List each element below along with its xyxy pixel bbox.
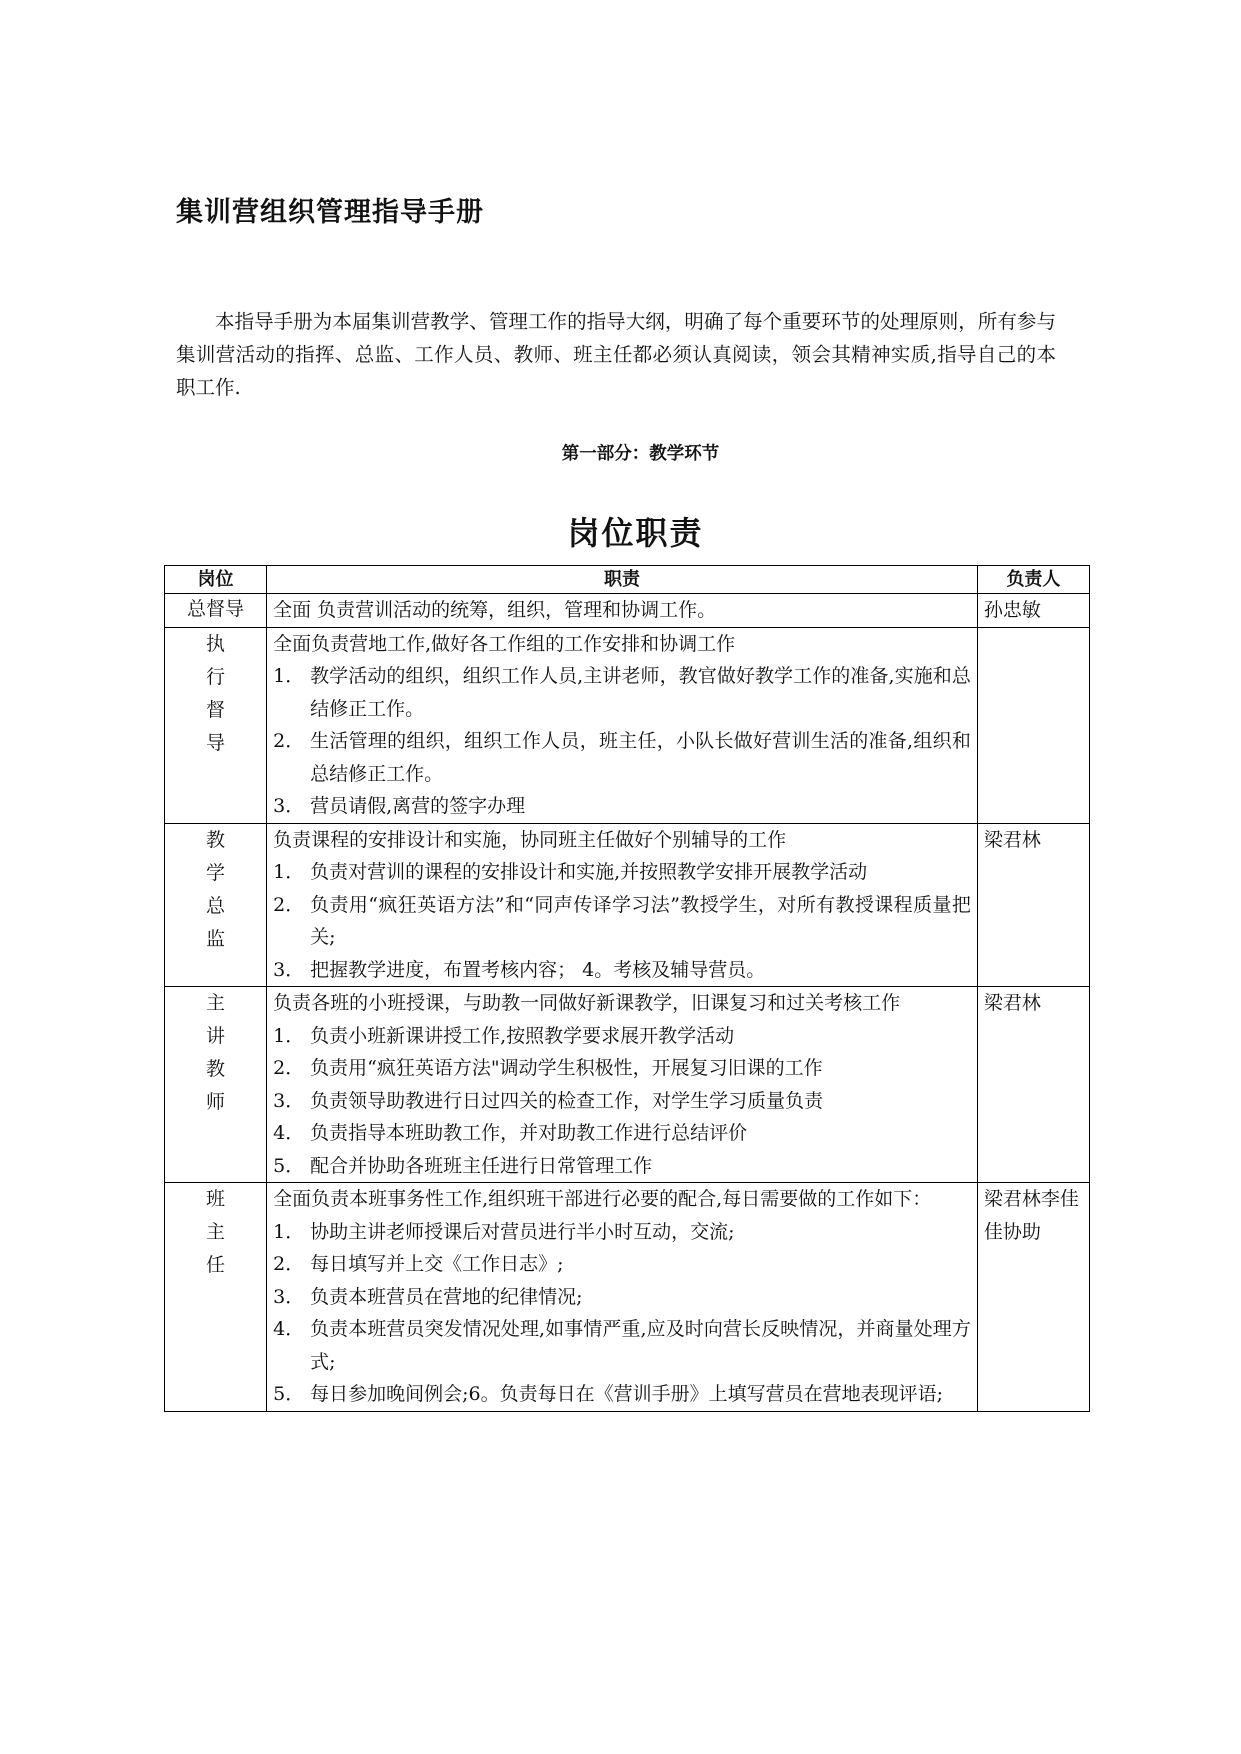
duty-item-text: 把握教学进度，布置考核内容； 4。考核及辅导营员。 [310,958,766,981]
post-name: 教学总监 [206,828,226,950]
table-header-row [165,566,1090,594]
person-name: 孙忠敏 [983,599,1041,621]
header-person: 负责人 [977,566,1089,594]
duty-item-number: 1． [273,1220,305,1243]
person-cell [977,1183,1089,1412]
duty-item [273,1052,971,1085]
duty-item-text: 负责指导本班助教工作，并对助教工作进行总结评价 [310,1122,748,1144]
duty-item-number: 5． [273,1383,305,1405]
duty-summary: 全面负责本班事务性工作,组织班干部进行必要的配合,每日需要做的工作如下： [273,1188,932,1210]
duty-item-text: 协助主讲老师授课后对营员进行半小时互动，交流; [310,1220,735,1243]
duty-item-text: 配合并协助各班班主任进行日常管理工作 [310,1154,653,1177]
duty-item [273,790,971,823]
duty-item [273,1313,971,1378]
intro-paragraph: 本指导手册为本届集训营教学、管理工作的指导大纲，明确了每个重要环节的处理原则，所有参与集训营活动的指挥、总监、工作人员、教师、班主任都必须认真阅读，领会其精神实质,指导自己的本职工作. [176,310,1056,399]
duties-cell [267,1183,978,1412]
person-cell [977,594,1089,628]
duty-item [273,1085,971,1118]
post-name: 班主任 [206,1188,226,1276]
duty-item-number: 2． [273,730,305,752]
duty-item [273,1020,971,1053]
duty-item-number: 2． [273,1057,305,1079]
duty-item-number: 1． [273,861,305,883]
duty-summary: 全面 负责营训活动的统筹，组织，管理和协调工作。 [273,599,717,621]
duty-item-number: 2． [273,1253,305,1275]
duty-item [273,954,971,987]
duty-item-number: 3． [273,795,305,817]
person-name: 梁君林 [983,992,1041,1014]
post-cell [165,627,267,823]
person-name: 梁君林 [983,828,1041,851]
person-cell [977,823,1089,987]
duty-summary: 负责课程的安排设计和实施，协同班主任做好个别辅导的工作 [273,828,787,851]
duty-item-number: 5． [273,1154,305,1177]
table-row [165,987,1090,1183]
table-body [165,594,1090,1412]
duty-item [273,1150,971,1183]
duty-item-number: 1． [273,665,305,687]
duty-item-number: 2． [273,893,305,916]
header-duty: 职责 [267,566,978,594]
table-row [165,1183,1090,1412]
duty-item [273,1248,971,1281]
duties-cell [267,987,978,1183]
duty-item-number: 3． [273,958,305,981]
duty-item-text: 负责对营训的课程的安排设计和实施,并按照教学安排开展教学活动 [310,861,868,883]
duties-cell [267,627,978,823]
duty-summary: 负责各班的小班授课，与助教一同做好新课教学，旧课复习和过关考核工作 [273,992,901,1014]
duties-table [164,565,1090,1412]
duty-item-text: 负责本班营员突发情况处理,如事情严重,应及时向营长反映情况，并商量处理方式; [310,1318,971,1373]
duty-item-text: 负责用“疯狂英语方法"调动学生积极性，开展复习旧课的工作 [310,1057,823,1079]
duty-item-text: 负责用“疯狂英语方法”和“同声传译学习法”教授学生，对所有教授课程质量把关; [310,893,971,948]
person-cell [977,627,1089,823]
duty-item-number: 3． [273,1089,305,1112]
duty-item-number: 1． [273,1024,305,1047]
post-name: 总督导 [187,598,245,620]
duty-item-number: 4． [273,1122,305,1144]
post-cell [165,1183,267,1412]
post-name: 执行督导 [206,632,226,754]
duty-item-text: 营员请假,离营的签字办理 [310,795,526,817]
duty-item-text: 负责小班新课讲授工作,按照教学要求展开教学活动 [310,1024,735,1047]
duty-item [273,1281,971,1314]
duty-item [273,1378,971,1411]
duty-item-text: 每日填写并上交《工作日志》; [310,1253,564,1275]
post-cell [165,823,267,987]
table-row [165,627,1090,823]
post-cell [165,594,267,628]
duty-item [273,856,971,889]
duty-item [273,1117,971,1150]
header-post: 岗位 [165,566,267,594]
duty-item [273,725,971,790]
duty-item [273,660,971,725]
duties-cell [267,823,978,987]
table-title: 岗位职责 [567,514,704,552]
duty-summary: 全面负责营地工作,做好各工作组的工作安排和协调工作 [273,632,736,655]
table-row [165,594,1090,628]
duty-item-text: 负责本班营员在营地的纪律情况; [310,1285,583,1308]
duties-cell [267,594,978,628]
section-heading: 第一部分：教学环节 [561,444,720,464]
duty-item-text: 生活管理的组织，组织工作人员，班主任，小队长做好营训生活的准备,组织和总结修正工作。 [310,730,971,785]
person-name: 梁君林李佳佳协助 [983,1188,1079,1243]
duty-item [273,889,971,954]
duty-item-number: 4． [273,1318,305,1340]
duty-item-text: 负责领导助教进行日过四关的检查工作，对学生学习质量负责 [310,1089,824,1112]
person-cell [977,987,1089,1183]
post-name: 主讲教师 [206,992,226,1113]
duty-item-number: 3． [273,1285,305,1308]
duty-item-text: 每日参加晚间例会;6。负责每日在《营训手册》上填写营员在营地表现评语; [310,1383,944,1405]
duty-item [273,1216,971,1249]
table-row [165,823,1090,987]
duty-item-text: 教学活动的组织，组织工作人员,主讲老师，教官做好教学工作的准备,实施和总结修正工作。 [310,665,971,720]
document-title: 集训营组织管理指导手册 [176,197,484,228]
post-cell [165,987,267,1183]
